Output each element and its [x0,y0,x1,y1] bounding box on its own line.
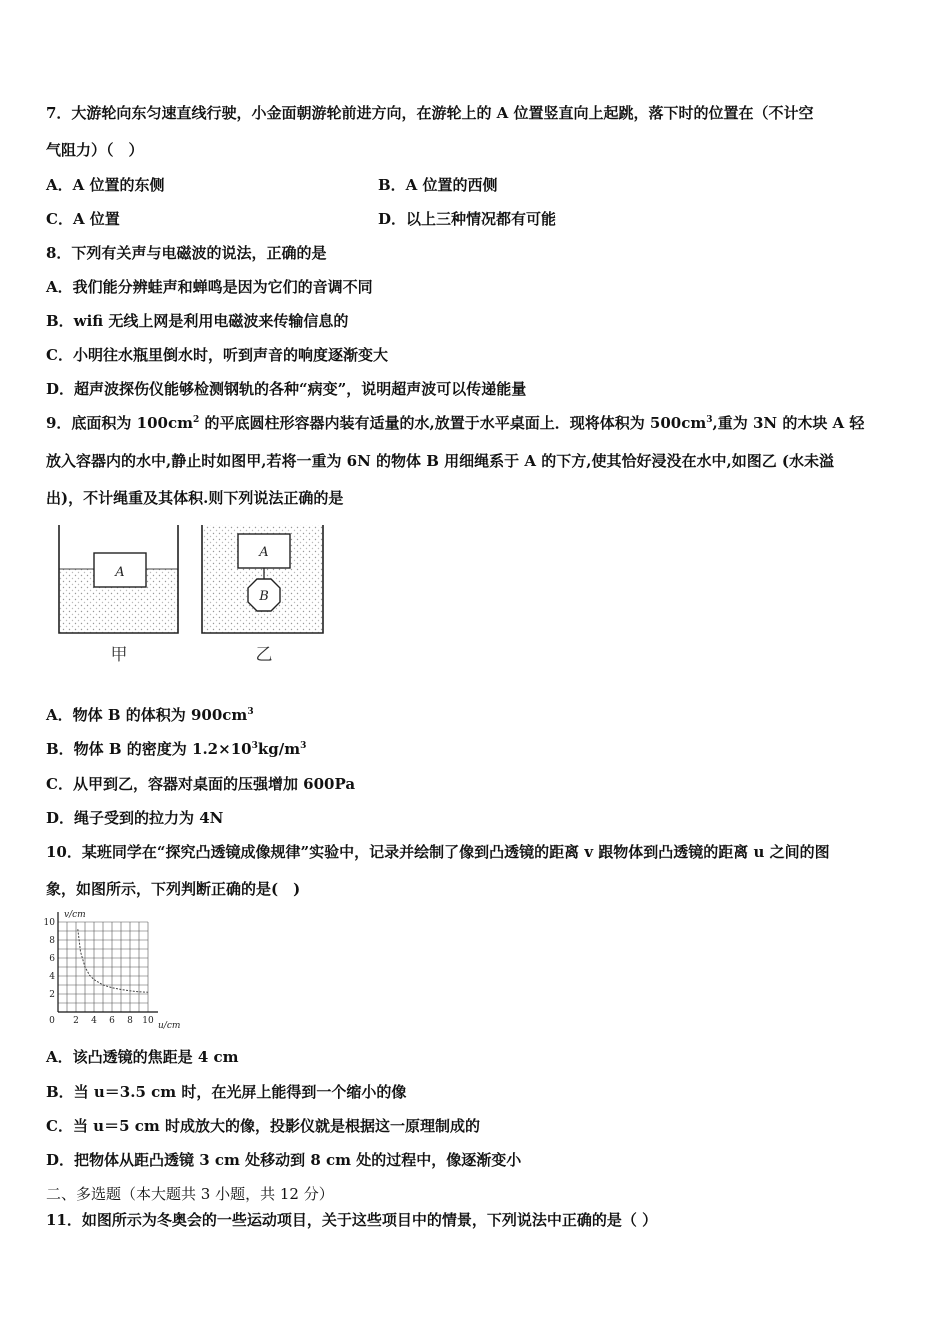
y-tick-label: 2 [49,990,55,1000]
block-a-jia-label: A [115,565,125,580]
q8-option-d: D．超声波探伤仪能够检测钢轨的各种“病变”，说明超声波可以传递能量 [46,380,527,398]
q8-option-a: A．我们能分辨蛙声和蝉鸣是因为它们的音调不同 [46,278,373,296]
container-jia [59,525,178,633]
q10-option-b: B．当 u＝3.5 cm 时，在光屏上能得到一个缩小的像 [46,1083,407,1101]
chart-series-line [78,929,148,992]
q10-option-d: D．把物体从距凸透镜 3 cm 处移动到 8 cm 处的过程中，像逐渐变小 [46,1151,522,1169]
q9-stem-sup1: 2 [192,415,200,425]
chart-y-axis-label: v/cm [64,910,86,920]
q9-stem-line2: 放入容器内的水中,静止时如图甲,若将一重为 6N 的物体 B 用细绳系于 A 的下方,使其恰好浸没在水中,如图乙 (水未溢 [46,452,835,470]
q9-stem-sup2: 3 [706,415,713,425]
q10-option-a: A．该凸透镜的焦距是 4 cm [46,1048,239,1066]
q9-stem-text-b: 的平底圆柱形容器内装有适量的水,放置于水平桌面上．现将体积为 500cm [199,414,707,432]
figure-label-yi: 乙 [255,645,273,665]
q7-option-c: C．A 位置 [46,210,120,228]
q9-option-a-sup: 3 [247,707,254,717]
q7-option-b: B．A 位置的西侧 [378,176,498,194]
y-tick-label: 8 [49,936,55,946]
q9-option-b [46,738,306,759]
x-tick-label: 10 [142,1016,154,1026]
y-tick-label: 10 [43,918,55,928]
q7-stem-line2: 气阻力）（ ） [46,141,144,159]
q9-option-b-sup2: 3 [300,741,307,751]
q9-option-a-text: A．物体 B 的体积为 900cm [46,706,248,724]
block-a-yi-label: A [259,545,269,560]
object-b-label: B [259,589,269,604]
q10-stem-line1: 10．某班同学在“探究凸透镜成像规律”实验中，记录并绘制了像到凸透镜的距离 v 跟物体到凸透镜的距离 u 之间的图 [46,843,830,861]
q9-stem-line3: 出)，不计绳重及其体积.则下列说法正确的是 [46,489,344,507]
y-tick-label: 4 [49,972,55,982]
figure-label-jia: 甲 [110,645,128,665]
q9-figure [50,520,340,670]
y-tick-label: 6 [49,954,55,964]
q9-option-c: C．从甲到乙，容器对桌面的压强增加 600Pa [46,775,356,793]
q9-stem-line1 [46,412,864,433]
q9-option-b-sup1: 3 [251,741,258,751]
q9-stem-text-a: 9．底面积为 100cm [46,414,193,432]
q7-stem-line1: 7．大游轮向东匀速直线行驶，小金面朝游轮前进方向，在游轮上的 A 位置竖直向上起跳，落下时的位置在（不计空 [46,104,814,122]
section-heading: 二、多选题（本大题共 3 小题，共 12 分） [46,1185,334,1203]
q7-option-d: D．以上三种情况都有可能 [378,210,557,228]
chart-grid [58,922,148,1012]
chart-ticks [44,918,154,1026]
q8-stem: 8．下列有关声与电磁波的说法，正确的是 [46,244,327,262]
chart-axes [58,912,158,1012]
q10-stem-line2: 象，如图所示，下列判断正确的是( ) [46,880,301,898]
vu-chart [40,905,200,1035]
x-tick-label: 2 [73,1016,79,1026]
q7-option-a: A．A 位置的东侧 [46,176,165,194]
q10-option-c: C．当 u＝5 cm 时成放大的像，投影仪就是根据这一原理制成的 [46,1117,480,1135]
q9-option-d: D．绳子受到的拉力为 4N [46,809,224,827]
q8-option-c: C．小明往水瓶里倒水时，听到声音的响度逐渐变大 [46,346,388,364]
q11-stem: 11．如图所示为冬奥会的一些运动项目，关于这些项目中的情景，下列说法中正确的是（ ） [46,1211,658,1229]
q9-option-b-text-b: kg/m [257,740,301,758]
x-tick-label: 6 [109,1016,115,1026]
q9-option-a [46,704,254,725]
x-tick-label: 8 [127,1016,133,1026]
q9-option-b-text-a: B．物体 B 的密度为 1.2×10 [46,740,252,758]
x-tick-label: 0 [49,1016,55,1026]
x-tick-label: 4 [91,1016,97,1026]
q8-option-b: B．wifi 无线上网是利用电磁波来传输信息的 [46,312,349,330]
container-yi [202,525,323,633]
chart-x-axis-label: u/cm [158,1021,181,1031]
q9-stem-text-c: ,重为 3N 的木块 A 轻 [712,414,865,432]
